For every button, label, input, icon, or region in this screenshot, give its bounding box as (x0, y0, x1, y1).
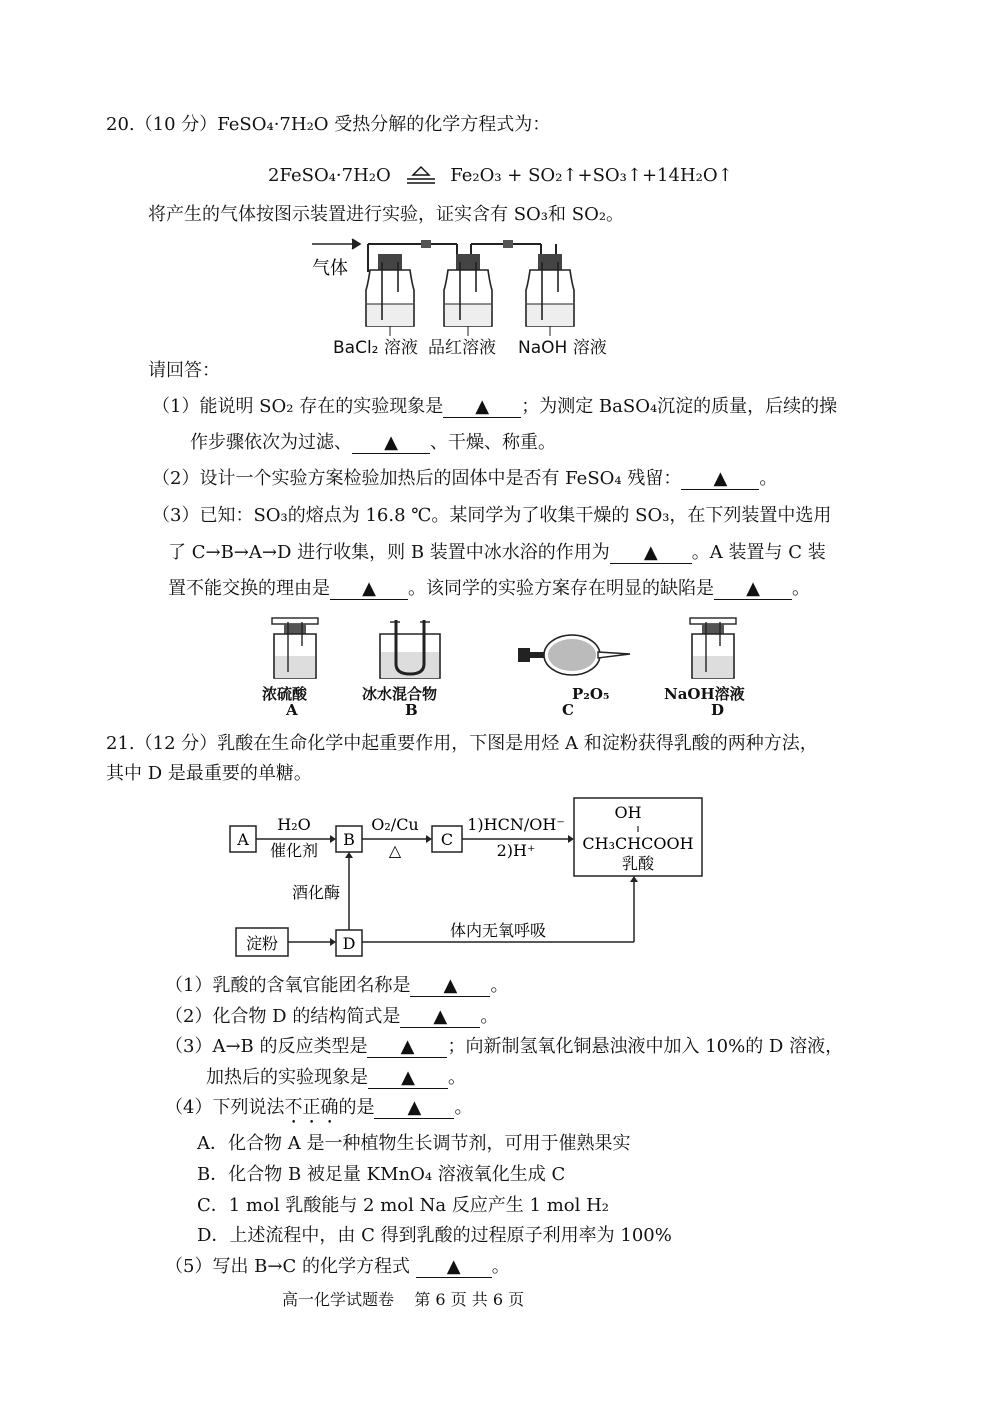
bottle-bacl2 (366, 254, 414, 326)
flow-hcn: 1)HCN/OH⁻ (467, 815, 565, 834)
q21-part3-line1 (165, 1035, 843, 1059)
q21-option-d[interactable]: D．上述流程中，由 C 得到乳酸的过程原子利用率为 100% (197, 1225, 672, 1246)
text: 、干燥、称重。 (430, 432, 556, 453)
device-d-letter: D (711, 701, 725, 719)
q21-part1 (165, 974, 508, 998)
q21-option-c[interactable]: C．1 mol 乳酸能与 2 mol Na 反应产生 1 mol H₂ (197, 1195, 610, 1216)
text: （3）A→B 的反应类型是 (165, 1036, 368, 1057)
text: （4）下列说法 (165, 1097, 285, 1118)
text: ；向新制氢氧化铜悬浊液中加入 10%的 D 溶液， (447, 1036, 844, 1057)
device-c-drying-tube (518, 635, 630, 675)
flow-lactic-name: 乳酸 (621, 854, 655, 873)
devices-diagram (250, 612, 770, 692)
answer-blank[interactable]: ▲ (330, 579, 408, 600)
answer-blank[interactable]: ▲ (610, 543, 692, 564)
device-d-name: NaOH溶液 (664, 685, 745, 703)
text: （1）能说明 SO₂ 存在的实验现象是 (152, 396, 444, 417)
flow-o2cu: O₂/Cu (371, 815, 419, 834)
q20-part3-line1: （3）已知：SO₃的熔点为 16.8 ℃。某同学为了收集干燥的 SO₃，在下列装置中选用 (152, 505, 832, 526)
device-c-letter: C (562, 701, 574, 719)
q21-part5 (165, 1255, 510, 1279)
answer-blank[interactable]: ▲ (681, 469, 759, 490)
bottle-pinkred (444, 254, 492, 326)
text: （2）化合物 D 的结构简式是 (165, 1006, 401, 1027)
text: （1）乳酸的含氧官能团名称是 (165, 975, 411, 996)
q20-equation (268, 164, 733, 188)
answer-blank[interactable]: ▲ (368, 1068, 448, 1089)
device-a-name: 浓硫酸 (262, 685, 308, 703)
text: 。该同学的实验方案存在明显的缺陷是 (408, 578, 714, 599)
answer-blank[interactable]: ▲ (367, 1037, 447, 1058)
text: 。 (480, 1006, 499, 1027)
please-answer: 请回答： (148, 360, 220, 381)
q21-part3-line2 (206, 1066, 466, 1090)
text: 。 (490, 975, 509, 996)
q21-option-b[interactable]: B．化合物 B 被足量 KMnO₄ 溶液氧化生成 C (197, 1164, 566, 1185)
device-c-name: P₂O₅ (572, 685, 610, 703)
text: 。A 装置与 C 装 (691, 542, 826, 563)
flow-lactic-formula: CH₃CHCOOH (582, 834, 694, 853)
q20-part1-line1 (152, 395, 837, 419)
equation-left: 2FeSO₄·7H₂O (268, 165, 391, 186)
answer-blank[interactable]: ▲ (714, 579, 792, 600)
flow-oh: OH (614, 803, 642, 822)
q21-part4 (165, 1096, 472, 1128)
text: 的是 (338, 1097, 375, 1118)
device-a-letter: A (286, 701, 298, 719)
text: ；为测定 BaSO₄沉淀的质量，后续的操 (521, 396, 838, 417)
text: 置不能交换的理由是 (168, 578, 330, 599)
q20-part3-line2 (168, 541, 826, 565)
flow-b: B (343, 830, 355, 849)
text: （5）写出 B→C 的化学方程式 (165, 1256, 410, 1277)
heat-arrow-icon (403, 166, 439, 186)
q21-header-2: 其中 D 是最重要的单糖。 (106, 763, 312, 784)
q21-option-a[interactable]: A．化合物 A 是一种植物生长调节剂，可用于催熟果实 (197, 1133, 631, 1154)
text: 。 (792, 578, 810, 599)
answer-blank[interactable]: ▲ (410, 976, 490, 997)
page-footer: 高一化学试题卷 第 6 页 共 6 页 (282, 1290, 525, 1309)
lactic-acid-flowchart (220, 792, 720, 964)
bottle-label-naoh: NaOH 溶液 (518, 338, 607, 358)
device-b-letter: B (405, 701, 418, 719)
bottle-naoh (526, 254, 574, 326)
answer-blank[interactable]: ▲ (374, 1098, 454, 1119)
answer-blank[interactable]: ▲ (400, 1007, 480, 1028)
text: 。 (491, 1256, 510, 1277)
q21-part2 (165, 1005, 498, 1029)
flow-h2o: H₂O (277, 815, 311, 834)
text: 加热后的实验现象是 (206, 1067, 368, 1088)
answer-blank[interactable]: ▲ (443, 397, 521, 418)
q20-part1-line2 (190, 431, 556, 455)
device-d-bottle (690, 618, 736, 678)
equation-right: Fe₂O₃ + SO₂↑+SO₃↑+14H₂O↑ (450, 165, 733, 186)
text: 了 C→B→A→D 进行收集，则 B 装置中冰水浴的作用为 (168, 542, 610, 563)
q20-part3-line3 (168, 577, 810, 601)
flow-catalyst: 催化剂 (269, 841, 319, 860)
device-b-utube (380, 620, 440, 678)
text: （2）设计一个实验方案检验加热后的固体中是否有 FeSO₄ 残留： (152, 468, 682, 489)
flow-c: C (440, 830, 454, 849)
q20-part2 (152, 467, 777, 491)
q20-intro: 将产生的气体按图示装置进行实验，证实含有 SO₃和 SO₂。 (148, 204, 625, 225)
text: 。 (448, 1067, 466, 1088)
flow-a: A (237, 830, 249, 849)
flow-anaerobic: 体内无氧呼吸 (449, 921, 547, 940)
gas-label: 气体 (312, 258, 348, 279)
q20-header: 20.（10 分）FeSO₄·7H₂O 受热分解的化学方程式为： (106, 114, 551, 135)
text: 。 (759, 468, 778, 489)
text: 作步骤依次为过滤、 (190, 432, 352, 453)
device-a-bottle (272, 618, 318, 678)
flow-d: D (342, 934, 356, 953)
flow-hplus: 2)H⁺ (496, 841, 536, 860)
bottle-label-bacl2: BaCl₂ 溶液 (333, 338, 418, 358)
flow-heat: △ (388, 841, 402, 860)
device-b-name: 冰水混合物 (362, 685, 438, 703)
q21-header: 21.（12 分）乳酸在生命化学中起重要作用，下图是用烃 A 和淀粉获得乳酸的两种方法， (106, 733, 818, 754)
answer-blank[interactable]: ▲ (416, 1257, 492, 1278)
text: 。 (454, 1097, 473, 1118)
answer-blank[interactable]: ▲ (352, 433, 430, 454)
emphasis-text: 不正确 (284, 1097, 339, 1118)
flow-starch: 淀粉 (245, 934, 279, 953)
flow-enzyme: 酒化酶 (291, 883, 341, 902)
bottle-label-pinkred: 品红溶液 (428, 338, 496, 358)
